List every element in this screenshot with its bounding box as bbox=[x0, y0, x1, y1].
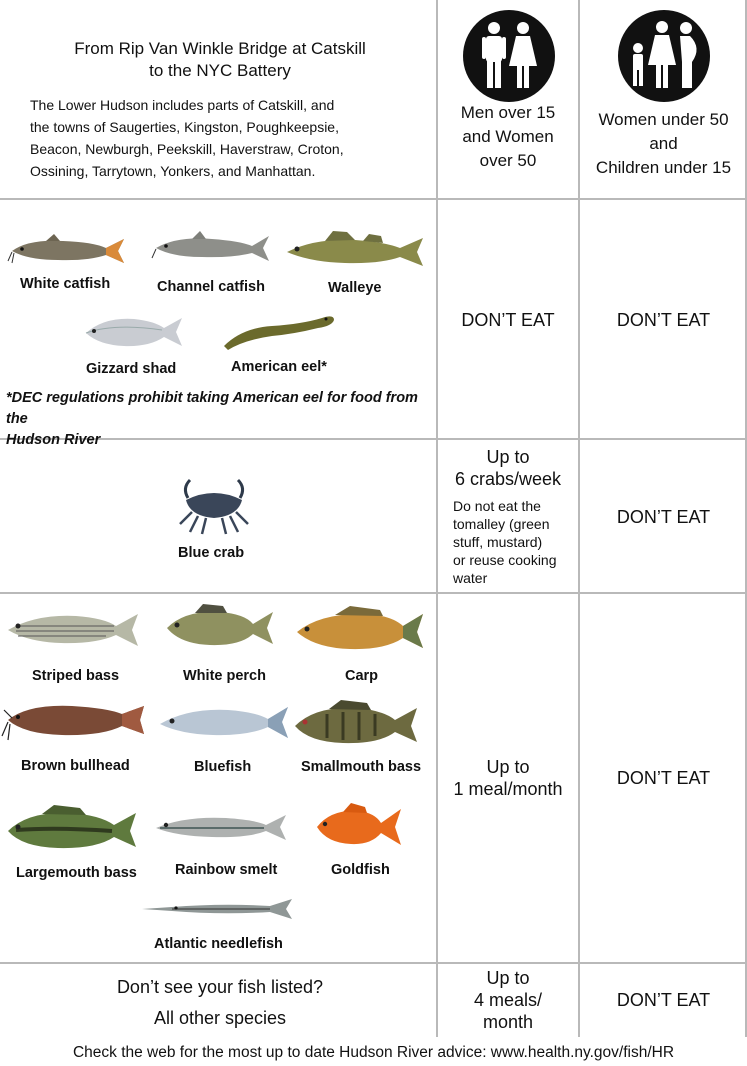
gizzard-shad-image bbox=[84, 313, 184, 351]
bluefish-image bbox=[158, 702, 290, 742]
woman-child-pregnant-icon bbox=[618, 10, 710, 102]
note-line: stuff, mustard) bbox=[453, 534, 543, 550]
header-title-line1: From Rip Van Winkle Bridge at Catskill bbox=[74, 39, 366, 58]
col-header-line: Women under 50 bbox=[598, 110, 729, 129]
desc-line: Ossining, Tarrytown, Yonkers, and Manhattan. bbox=[30, 163, 316, 179]
column-header-women-children bbox=[580, 108, 747, 180]
fish-label: Striped bass bbox=[32, 668, 120, 684]
other-species-line: All other species bbox=[153, 1008, 287, 1028]
advice-line: Up to bbox=[486, 757, 530, 777]
other-species-text bbox=[10, 972, 430, 1034]
advice-line: month bbox=[482, 1012, 534, 1032]
advice-line: Up to bbox=[486, 447, 530, 467]
row-divider-4 bbox=[0, 962, 747, 964]
man-woman-icon bbox=[463, 10, 555, 102]
fish-label: Atlantic needlefish bbox=[154, 936, 283, 952]
row-divider-1 bbox=[0, 198, 747, 200]
advice-r3-men bbox=[438, 756, 578, 800]
note-line: tomalley (green bbox=[453, 516, 550, 532]
advice-r1-women: DON’T EAT bbox=[616, 310, 711, 330]
note-line: Do not eat the bbox=[453, 498, 541, 514]
advice-line: 1 meal/month bbox=[453, 779, 563, 799]
row-divider-3 bbox=[0, 592, 747, 594]
fish-label: American eel* bbox=[231, 359, 327, 375]
header-description bbox=[30, 94, 430, 182]
note-line: Hudson River bbox=[6, 432, 101, 448]
fish-label: Blue crab bbox=[178, 545, 245, 561]
advice-r4-men bbox=[438, 967, 578, 1033]
advice-line: 4 meals/ bbox=[473, 990, 543, 1010]
advice-r1-men: DON’T EAT bbox=[461, 310, 555, 330]
advice-r3-women: DON’T EAT bbox=[616, 768, 711, 788]
advice-r2-women: DON’T EAT bbox=[616, 507, 711, 527]
fish-label: White perch bbox=[183, 668, 266, 684]
smallmouth-bass-image bbox=[293, 700, 419, 748]
fish-label: Largemouth bass bbox=[16, 865, 137, 881]
carp-image bbox=[295, 606, 425, 654]
desc-line: the towns of Saugerties, Kingston, Poughkeepsie, bbox=[30, 119, 339, 135]
col-header-line: Children under 15 bbox=[595, 158, 732, 177]
col-header-line: over 50 bbox=[479, 151, 537, 170]
white-perch-image bbox=[165, 604, 275, 650]
goldfish-image bbox=[315, 803, 403, 849]
fish-label: Carp bbox=[345, 668, 379, 684]
column-header-men bbox=[438, 101, 578, 173]
fish-label: Bluefish bbox=[194, 759, 252, 775]
footer-web-advice: Check the web for the most up to date Hudson River advice: www.health.ny.gov/fish/HR bbox=[72, 1044, 675, 1061]
desc-line: Beacon, Newburgh, Peekskill, Haverstraw, Croton, bbox=[30, 141, 344, 157]
note-line: or reuse cooking bbox=[453, 552, 557, 568]
note-line: water bbox=[453, 570, 488, 586]
desc-line: The Lower Hudson includes parts of Catskill, and bbox=[30, 97, 335, 113]
header-title-line2: to the NYC Battery bbox=[149, 61, 291, 80]
brown-bullhead-image bbox=[2, 696, 146, 744]
header-title bbox=[10, 38, 430, 82]
rainbow-smelt-image bbox=[154, 810, 288, 844]
col-header-line: and Women bbox=[462, 127, 554, 146]
fish-label: Gizzard shad bbox=[86, 361, 177, 377]
fish-label: Smallmouth bass bbox=[301, 759, 422, 775]
crab-warning-note bbox=[453, 497, 575, 587]
fish-label: Rainbow smelt bbox=[175, 862, 278, 878]
col-header-line: and bbox=[649, 134, 678, 153]
fish-label: Brown bullhead bbox=[21, 758, 130, 774]
fish-label: Channel catfish bbox=[157, 279, 265, 295]
advice-r4-women: DON’T EAT bbox=[616, 990, 711, 1010]
advice-line: Up to bbox=[486, 968, 530, 988]
atlantic-needlefish-image bbox=[142, 897, 294, 921]
white-catfish-image bbox=[8, 233, 126, 267]
advice-r2-men bbox=[438, 446, 578, 490]
eel-regulation-note bbox=[6, 388, 434, 451]
fish-label: White catfish bbox=[20, 276, 111, 292]
walleye-image bbox=[285, 230, 425, 272]
channel-catfish-image bbox=[152, 231, 270, 265]
fish-label: Goldfish bbox=[331, 862, 390, 878]
largemouth-bass-image bbox=[6, 805, 138, 853]
note-line: *DEC regulations prohibit taking American eel for food from the bbox=[6, 390, 418, 427]
col-header-line: Men over 15 bbox=[460, 103, 556, 122]
striped-bass-image bbox=[6, 608, 140, 650]
blue-crab-image bbox=[178, 478, 250, 536]
advice-line: 6 crabs/week bbox=[454, 469, 562, 489]
fish-label: Walleye bbox=[328, 280, 382, 296]
american-eel-image bbox=[222, 312, 336, 352]
other-species-line: Don’t see your fish listed? bbox=[116, 977, 324, 997]
